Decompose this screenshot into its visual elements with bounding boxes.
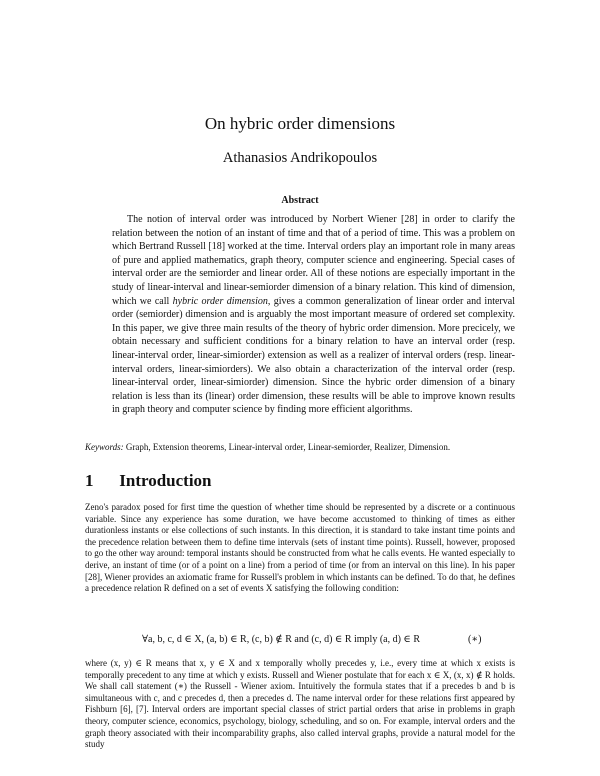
section-title: Introduction [119, 471, 212, 490]
abstract-body [112, 213, 515, 417]
section-heading [85, 471, 212, 491]
abstract-emphasis: hybric order dimension [172, 295, 268, 307]
author-name: Athanasios Andrikopoulos [222, 150, 378, 166]
section-number: 1 [85, 471, 94, 490]
abstract-heading: Abstract [281, 195, 319, 206]
abstract-text-part1: The notion of interval order was introduced by Norbert Wiener [28] in order to clarify the relation between the notion of an instant of time and that of a period of time. This was a problem on which Bertrand Russell [18] worked at the time. Interval orders play an important role in many areas of pure and applied mathematics, graph theory, computer science and engineering. Special cases of interval order are the semiorder and linear order. All of these notions are especially important in the study of linear-interval and linear-semiorder dimension of a binary relation. This kind of dimension, which we call [112, 214, 515, 307]
abstract-text-part2: , gives a common generalization of linear order and interval order (semiorder) dimension and is arguably the most important measure of ordered set complexity. In this paper, we give three main results of the theory of hybric order dimension. More precicely, we obtain necessary and sufficient conditions for a binary relation to have an interval order (resp. linear-interval order, linear-simiorder) extension as well as a realizer of interval orders (resp. linear-interval orders, linear-simiorders). We also obtain a characterization of the interval order (resp. linear-interval order, linear-simiorder) dimension. Since the hybric order dimension of a binary relation is less than its (linear) order dimension, these results will be able to improve known results in graph theory and computer science by finding more efficient algorithms. [112, 295, 515, 416]
abstract-paragraph [112, 213, 515, 417]
keywords-text: Graph, Extension theorems, Linear-interval order, Linear-semiorder, Realizer, Dimension. [125, 442, 451, 452]
equation-tag: (∗) [468, 634, 482, 645]
keywords-line [85, 441, 545, 453]
intro-paragraph-2-text: where (x, y) ∈ R means that x, y ∈ X and x temporally wholly precedes y, i.e., every time at which x exists is temporally precedent to any time at which y exists. Russell and Wiener postulate that for each x ∈ X, (x, x) ∉ R holds. We shall call statement (∗) the Russell - Wiener axiom. Intuitively the formula states that if a precedes b and b is simultaneous with c, and c precedes d, then a precedes d. The name interval order for these relations first appeared by Fishburn [6], [7]. Interval orders are important special classes of strict partial orders that arise in problems in graph theory, computer science, economics, psychology, biology, scheduling, and so on. For example, interval orders and the graph theory associated with their incomparability graphs, also called interval graphs, provide a natural model for the study [85, 658, 515, 750]
intro-paragraph-2 [85, 658, 515, 751]
keywords-label: Keywords: [85, 442, 124, 452]
intro-paragraph-1-text: Zeno's paradox posed for first time the question of whether time should be represented by a discrete or a continuous variable. Since any experience has some duration, we have become accustomed to thinking of times as either durationless instants or else collections of such instants. In this direction, it is standard to take instant time points and the precedence relation between them to define time intervals (sets of instant time points). Russell, however, proposed to go the other way around: temporal instants should be constructed from what he calls events. He wanted especially to derive, an instant of time (or of a point on a line) from a period of time (or from an interval on this line). In his paper [28], Wiener provides an axiomatic frame for Russell's problem in which instants can be defined. To do that, he defines a precedence relation R defined on a set of events X satisfying the following condition: [85, 502, 515, 594]
intro-paragraph-1 [85, 502, 515, 595]
equation: ∀a, b, c, d ∈ X, (a, b) ∈ R, (c, b) ∉ R and (c, d) ∈ R imply (a, d) ∈ R [142, 634, 420, 645]
paper-title: On hybric order dimensions [204, 114, 396, 133]
